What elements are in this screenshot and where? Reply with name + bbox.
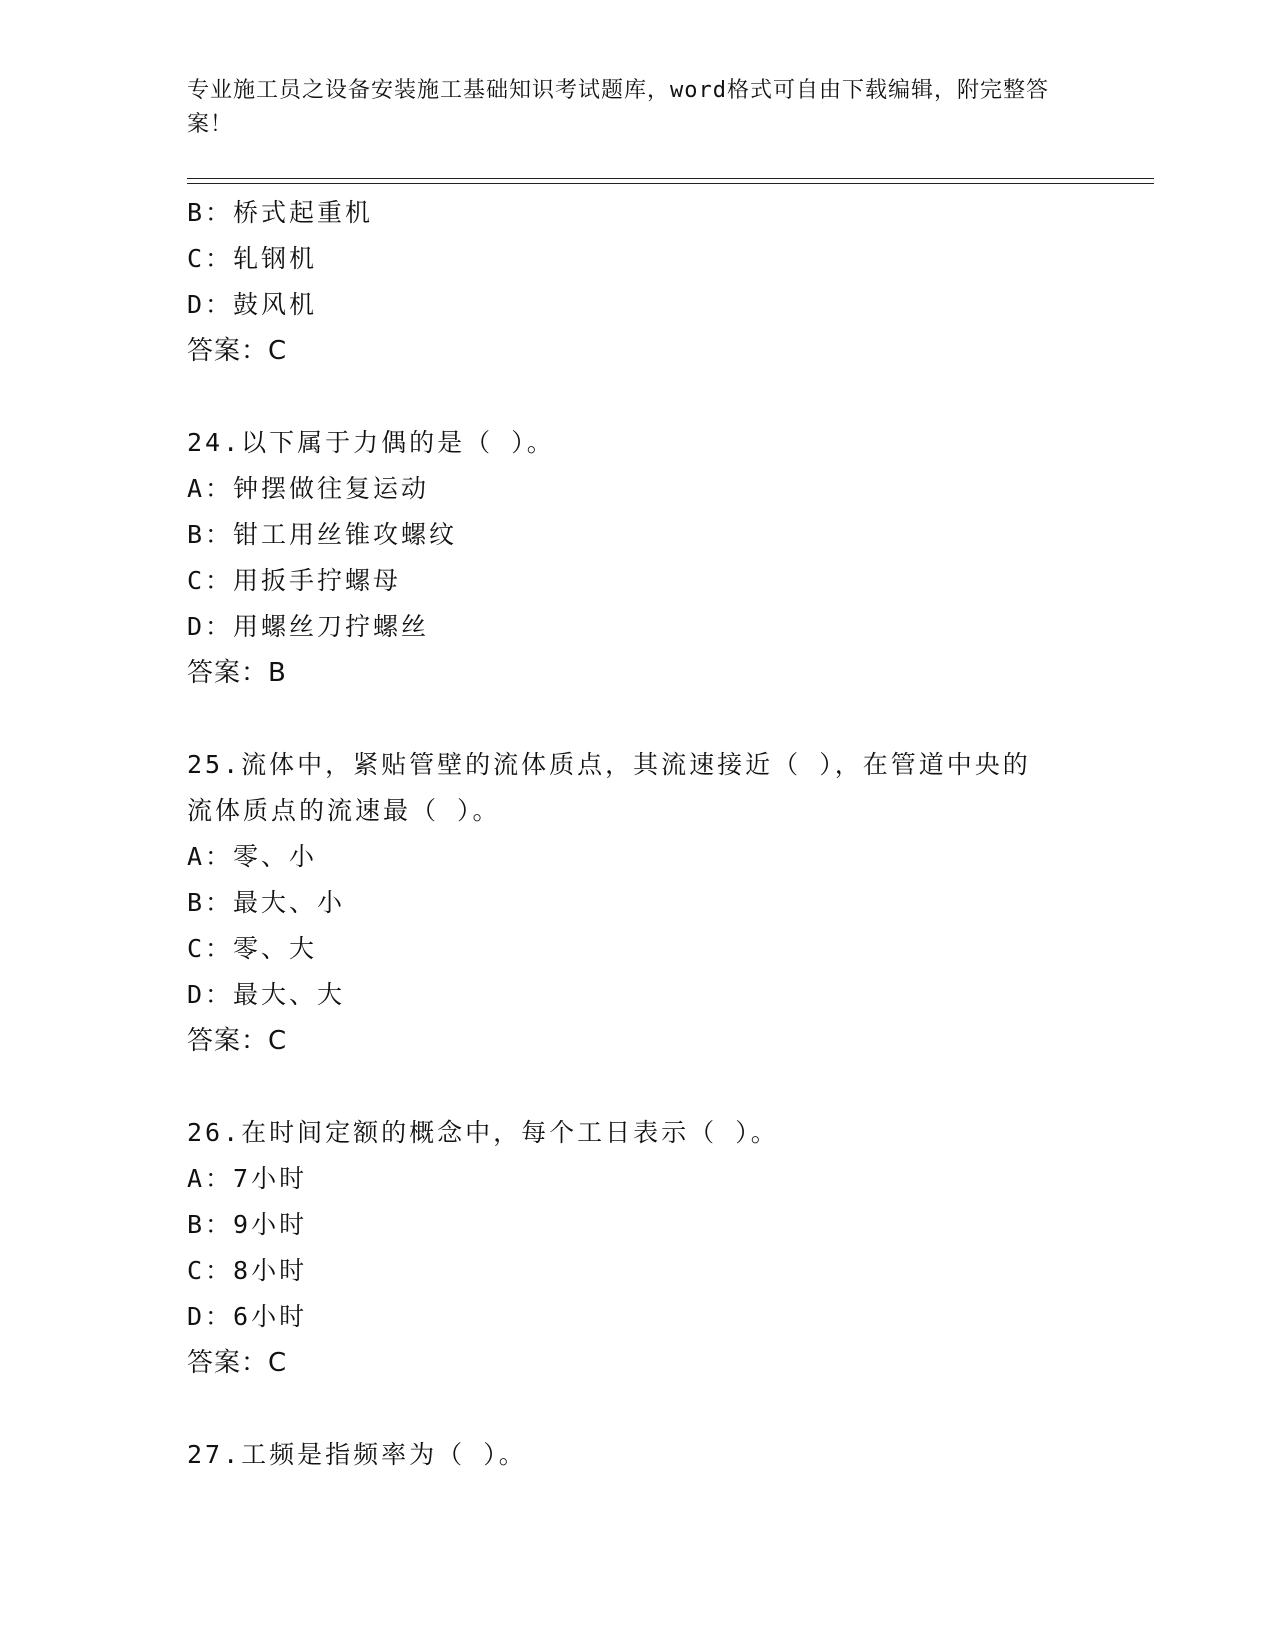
spacer [187,696,1147,742]
spacer [187,1386,1147,1432]
question-line: 26.在时间定额的概念中，每个工日表示（ ）。 [187,1118,779,1147]
question-line: B：最大、小 [187,888,346,917]
question-list [187,190,1147,1478]
spacer [187,374,1147,420]
question-line: D：用螺丝刀拧螺丝 [187,612,430,641]
header-rule-top [187,178,1154,179]
question-line: D：最大、大 [187,980,346,1009]
document-header: 专业施工员之设备安装施工基础知识考试题库，word格式可自由下载编辑，附完整答案！ [187,78,1049,137]
question-line: 25.流体中，紧贴管壁的流体质点，其流速接近（ ），在管道中央的 [187,750,1031,779]
question-line: D：鼓风机 [187,290,318,319]
answer-line: 答案：C [187,336,288,366]
question-line: C：轧钢机 [187,244,318,273]
answer-line: 答案：B [187,658,287,688]
question-line: 流体质点的流速最（ ）。 [187,796,501,825]
question-line: C：零、大 [187,934,318,963]
header-rule-bottom [187,183,1154,184]
question-line: B：钳工用丝锥攻螺纹 [187,520,458,549]
question-line: B：9小时 [187,1210,308,1239]
question-line: A：零、小 [187,842,318,871]
question-line: C：用扳手拧螺母 [187,566,402,595]
question-line: A：钟摆做往复运动 [187,474,430,503]
spacer [187,1064,1147,1110]
question-line: 24.以下属于力偶的是（ ）。 [187,428,555,457]
answer-line: 答案：C [187,1026,288,1056]
question-line: D：6小时 [187,1302,308,1331]
answer-line: 答案：C [187,1348,288,1378]
question-line: B：桥式起重机 [187,198,374,227]
question-line: A：7小时 [187,1164,308,1193]
question-line: C：8小时 [187,1256,308,1285]
question-line: 27.工频是指频率为（ ）。 [187,1440,527,1469]
